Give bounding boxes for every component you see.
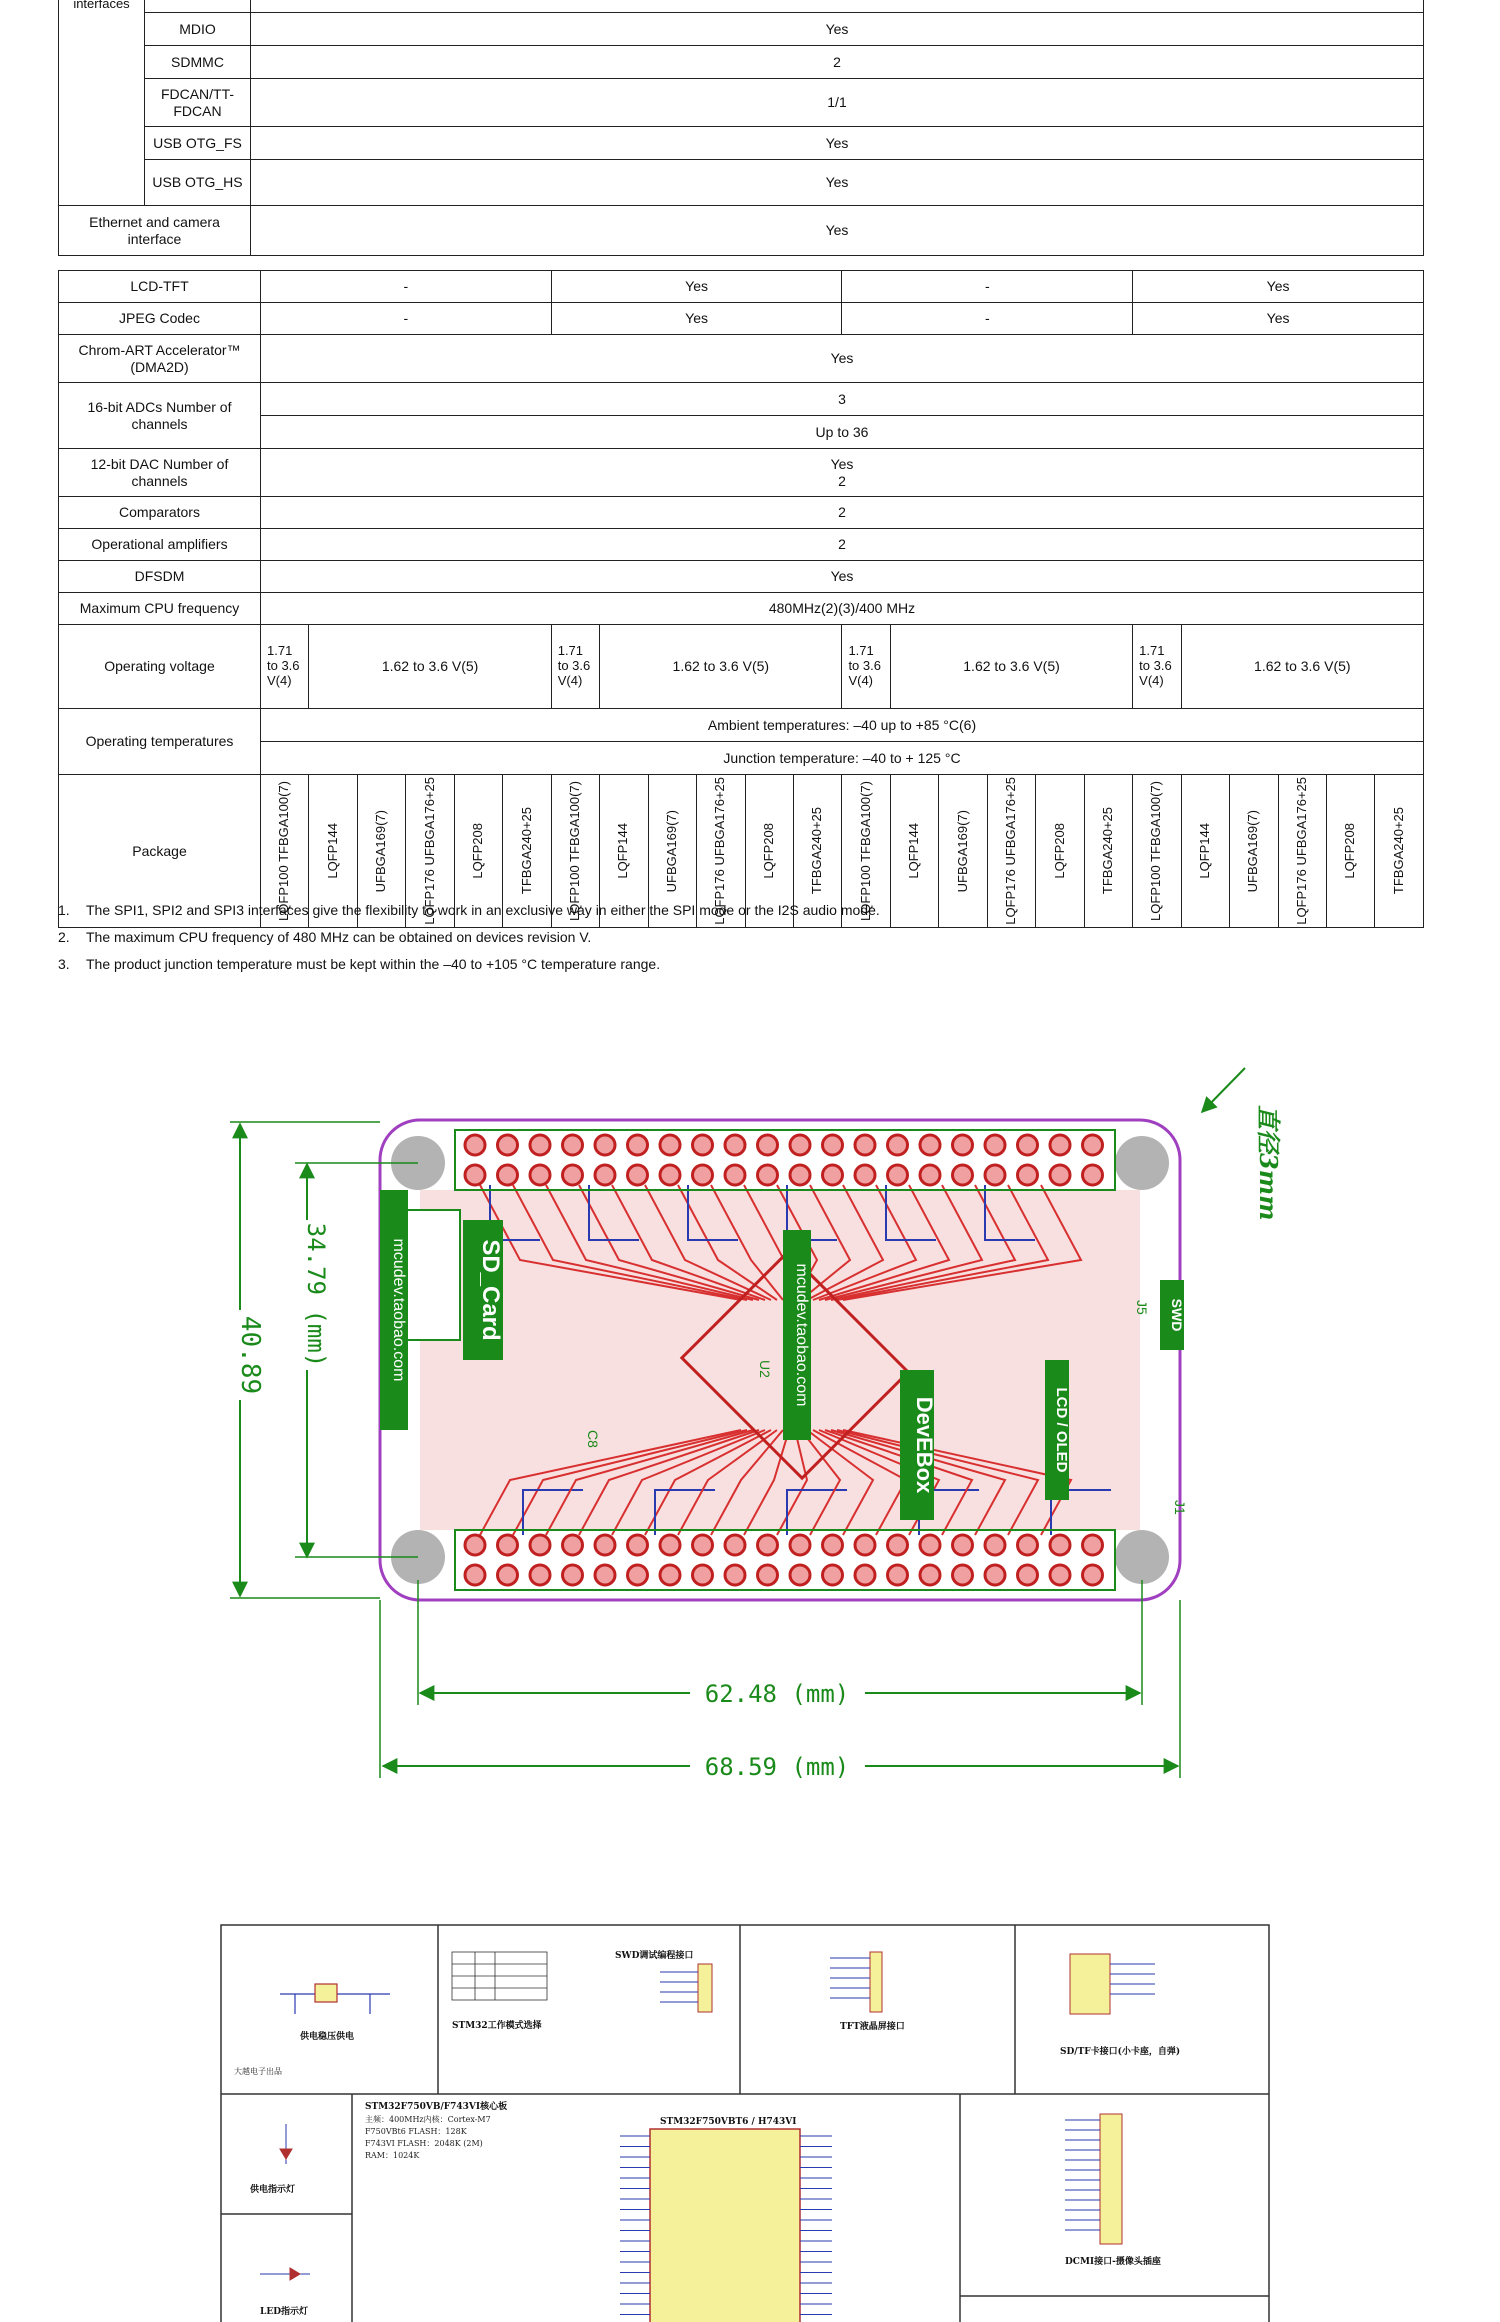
row-label-mdio: MDIO [145, 13, 251, 46]
row-label-opamp: Operational amplifiers [59, 529, 261, 561]
silk-sd-card: SD_Card [477, 1239, 504, 1341]
package-name: TFBGA240+25 [518, 807, 534, 895]
row-value-fdcan: 1/1 [251, 79, 1424, 127]
adc-value-2: Up to 36 [261, 416, 1424, 449]
header-pin [725, 1135, 745, 1155]
header-pin [1050, 1565, 1070, 1585]
header-pin [985, 1535, 1005, 1555]
silk-lcd: LCD / OLED [1053, 1387, 1070, 1473]
core-title: STM32F750VBT6 / H743VI [660, 2117, 797, 2127]
header-pin [563, 1165, 583, 1185]
schematic-sheet [220, 1924, 1270, 2322]
row-value-mdio: Yes [251, 13, 1424, 46]
silk-devebox: DevEBox [912, 1396, 937, 1494]
package-name: UFBGA169(7) [1245, 809, 1261, 893]
pcb-dimension-drawing [220, 1060, 1300, 1820]
header-pin [953, 1165, 973, 1185]
header-pin [725, 1165, 745, 1185]
header-pin [823, 1165, 843, 1185]
chrom-value: Yes [261, 335, 1424, 383]
row-label-comparators: Comparators [59, 497, 261, 529]
row-label-package: Package [59, 775, 261, 928]
row-label-chrom: Chrom-ART Accelerator™ (DMA2D) [59, 335, 261, 383]
power-led-title: 供电指示灯 [250, 2185, 296, 2195]
jpeg-value-4: Yes [1133, 303, 1424, 335]
silk-j1: J1 [1172, 1500, 1188, 1515]
core-info-2: F750VBt6 FLASH：128K [365, 2127, 467, 2136]
header-pin [530, 1535, 550, 1555]
header-pin [823, 1135, 843, 1155]
header-pin [1018, 1165, 1038, 1185]
row-value-sdmmc: 2 [251, 46, 1424, 79]
dim-height-outer-label: 40.89 [235, 1315, 265, 1395]
row-label-ethernet: Ethernet and camera interface [59, 206, 251, 256]
lcd-value-1: - [261, 271, 552, 303]
header-pin [920, 1565, 940, 1585]
header-pin [855, 1165, 875, 1185]
header-pin [953, 1565, 973, 1585]
lcd-value-4: Yes [1133, 271, 1424, 303]
swd-title: SWD调试编程接口 [615, 1951, 694, 1961]
package-name: LQFP176 UFBGA176+25 [1003, 777, 1019, 925]
header-pin [628, 1165, 648, 1185]
header-pin [758, 1535, 778, 1555]
power-title: 供电稳压供电 [300, 2032, 355, 2042]
header-pin [595, 1165, 615, 1185]
mcu-symbol [650, 2129, 800, 2322]
header-pin [660, 1135, 680, 1155]
header-pin [985, 1565, 1005, 1585]
package-name: LQFP176 UFBGA176+25 [1293, 777, 1309, 925]
dim-width-inner-label: 62.48 (mm) [704, 1680, 850, 1708]
header-pin [628, 1535, 648, 1555]
package-name: UFBGA169(7) [373, 809, 389, 893]
core-info-3: F743VI FLASH：2048K (2M) [365, 2139, 483, 2148]
core-info-1: 主频：400MHz内核：Cortex-M7 [365, 2115, 491, 2124]
mounting-hole-br [1115, 1530, 1169, 1584]
core-info-0: STM32F750VB/F743VI核心板 [365, 2102, 508, 2112]
header-pin [985, 1135, 1005, 1155]
dim-height-inner-label: 34.79 (mm) [302, 1222, 330, 1368]
voltage-low-4: 1.71 to 3.6 V(4) [1133, 625, 1181, 709]
header-pin [888, 1135, 908, 1155]
package-name: LQFP176 UFBGA176+25 [421, 777, 437, 925]
header-pin [888, 1565, 908, 1585]
header-pin [660, 1535, 680, 1555]
header-pin [465, 1135, 485, 1155]
sd-title: SD/TF卡接口(小卡座，自弹) [1060, 2047, 1181, 2057]
header-pin [985, 1165, 1005, 1185]
comparators-value: 2 [261, 497, 1424, 529]
header-pin [888, 1165, 908, 1185]
row-label-fdcan: FDCAN/TT-FDCAN [145, 79, 251, 127]
package-name: LQFP144 [906, 823, 922, 879]
header-pin [920, 1535, 940, 1555]
header-pin [953, 1535, 973, 1555]
header-pin [498, 1165, 518, 1185]
header-pin [1083, 1165, 1103, 1185]
core-info-4: RAM：1024K [365, 2151, 420, 2160]
footnote-3: 3. The product junction temperature must be kept within the –40 to +105 °C temperature range. [58, 956, 661, 972]
package-name: LQFP100 TFBGA100(7) [857, 780, 873, 921]
jpeg-value-1: - [261, 303, 552, 335]
header-pin [953, 1135, 973, 1155]
header-pin [498, 1565, 518, 1585]
header-pin [1050, 1535, 1070, 1555]
header-pin [628, 1565, 648, 1585]
header-pin [790, 1135, 810, 1155]
temp-junction: Junction temperature: –40 to + 125 °C [261, 742, 1424, 775]
header-pin [465, 1165, 485, 1185]
silk-c8: C8 [585, 1430, 601, 1448]
package-name: LQFP100 TFBGA100(7) [566, 780, 582, 921]
group-label: interfaces [73, 0, 130, 11]
row-label-adc: 16-bit ADCs Number of channels [59, 383, 261, 449]
voltage-low-2: 1.71 to 3.6 V(4) [551, 625, 599, 709]
header-pin [758, 1165, 778, 1185]
header-pin [888, 1535, 908, 1555]
package-name: LQFP100 TFBGA100(7) [1148, 780, 1164, 921]
header-pin [693, 1535, 713, 1555]
package-name: UFBGA169(7) [954, 809, 970, 893]
header-pin [725, 1535, 745, 1555]
footnotes [58, 902, 1438, 983]
package-name: LQFP144 [615, 823, 631, 879]
voltage-high-4: 1.62 to 3.6 V(5) [1181, 625, 1423, 709]
row-label-cpu: Maximum CPU frequency [59, 593, 261, 625]
header-pin [920, 1135, 940, 1155]
interfaces-table [58, 0, 1424, 256]
silk-u2: U2 [757, 1360, 773, 1378]
silk-swd: SWD [1169, 1298, 1185, 1332]
led-title: LED指示灯 [260, 2307, 308, 2317]
header-pin [1018, 1565, 1038, 1585]
footnote-1-text: The SPI1, SPI2 and SPI3 interfaces give the flexibility to work in an exclusive way in either the SPI mode or the I2S audio mode. [86, 902, 880, 918]
row-label-voltage: Operating voltage [59, 625, 261, 709]
dac-value-2: 2 [838, 472, 846, 489]
row-label-lcd: LCD-TFT [59, 271, 261, 303]
row-label-dac: 12-bit DAC Number of channels [59, 449, 261, 497]
footnote-1: 1. The SPI1, SPI2 and SPI3 interfaces give the flexibility to work in an exclusive way in either the SPI mode or the I2S audio mode. [58, 902, 880, 918]
voltage-high-3: 1.62 to 3.6 V(5) [890, 625, 1132, 709]
header-pin [758, 1565, 778, 1585]
header-pin [1083, 1135, 1103, 1155]
header-pin [790, 1165, 810, 1185]
header-pin [563, 1535, 583, 1555]
package-name: LQFP208 [1342, 823, 1358, 879]
hole-diameter-label: 直径3mm [1254, 1105, 1283, 1221]
header-pin [563, 1135, 583, 1155]
header-pin [1050, 1165, 1070, 1185]
footnote-2: 2. The maximum CPU frequency of 480 MHz can be obtained on devices revision V. [58, 929, 592, 945]
header-pin [790, 1565, 810, 1585]
voltage-low-1: 1.71 to 3.6 V(4) [261, 625, 309, 709]
header-pin [660, 1165, 680, 1185]
header-pin [693, 1565, 713, 1585]
hole-callout-arrow [1202, 1068, 1245, 1112]
package-name: TFBGA240+25 [1099, 807, 1115, 895]
row-label-dfsdm: DFSDM [59, 561, 261, 593]
header-pin [725, 1565, 745, 1585]
package-name: LQFP144 [1196, 823, 1212, 879]
mode-title: STM32工作模式选择 [452, 2021, 542, 2031]
header-pin [855, 1565, 875, 1585]
dim-width-outer-label: 68.59 (mm) [704, 1753, 850, 1781]
silk-j5: J5 [1134, 1300, 1150, 1315]
row-value-ethernet: Yes [251, 206, 1424, 256]
package-name: UFBGA169(7) [663, 809, 679, 893]
package-name: LQFP208 [760, 823, 776, 879]
silk-url-center: mcudev.taobao.com [793, 1263, 810, 1407]
package-name: LQFP144 [324, 823, 340, 879]
row-label-usb-hs: USB OTG_HS [145, 160, 251, 206]
header-pin [693, 1165, 713, 1185]
header-pin [855, 1135, 875, 1155]
header-pin [1050, 1135, 1070, 1155]
mounting-hole-tr [1115, 1136, 1169, 1190]
package-name: LQFP208 [1051, 823, 1067, 879]
header-pin [465, 1565, 485, 1585]
dac-value-1: Yes [830, 456, 854, 473]
header-pin [530, 1165, 550, 1185]
package-name: LQFP100 TFBGA100(7) [276, 780, 292, 921]
header-pin [920, 1165, 940, 1185]
header-pin [1018, 1135, 1038, 1155]
row-label-temp: Operating temperatures [59, 709, 261, 775]
lcd-value-3: - [842, 271, 1133, 303]
power-note: 大越电子出品 [234, 2067, 282, 2076]
row-value-usb-fs: Yes [251, 127, 1424, 160]
header-pin [595, 1535, 615, 1555]
cpu-value: 480MHz(2)(3)/400 MHz [261, 593, 1424, 625]
row-label-jpeg: JPEG Codec [59, 303, 261, 335]
header-pin [693, 1135, 713, 1155]
header-pin [465, 1535, 485, 1555]
header-pin [628, 1135, 648, 1155]
row-label-usb-fs: USB OTG_FS [145, 127, 251, 160]
group-label-cell [59, 0, 145, 206]
footnote-2-text: The maximum CPU frequency of 480 MHz can be obtained on devices revision V. [86, 929, 592, 945]
dcmi-title: DCMI接口-摄像头插座 [1065, 2257, 1161, 2267]
package-name: LQFP208 [470, 823, 486, 879]
header-pin [855, 1535, 875, 1555]
lcd-value-2: Yes [551, 271, 842, 303]
header-pin [530, 1565, 550, 1585]
header-pin [498, 1135, 518, 1155]
adc-value-1: 3 [261, 383, 1424, 416]
header-pin [1083, 1535, 1103, 1555]
package-name: TFBGA240+25 [809, 807, 825, 895]
header-pin [823, 1565, 843, 1585]
voltage-low-3: 1.71 to 3.6 V(4) [842, 625, 890, 709]
dcmi-connector [1100, 2114, 1122, 2244]
package-name: TFBGA240+25 [1390, 807, 1406, 895]
header-pin [758, 1135, 778, 1155]
dfsdm-value: Yes [261, 561, 1424, 593]
header-pin [595, 1565, 615, 1585]
jpeg-value-3: - [842, 303, 1133, 335]
header-pin [498, 1535, 518, 1555]
silk-url-left: mcudev.taobao.com [390, 1238, 407, 1382]
header-pin [595, 1135, 615, 1155]
opamp-value: 2 [261, 529, 1424, 561]
dac-value [261, 449, 1424, 497]
header-pin [563, 1565, 583, 1585]
tft-title: TFT液晶屏接口 [840, 2022, 905, 2032]
temp-ambient: Ambient temperatures: –40 up to +85 °C(6) [261, 709, 1424, 742]
footnote-3-text: The product junction temperature must be kept within the –40 to +105 °C temperature range. [86, 956, 661, 972]
voltage-high-1: 1.62 to 3.6 V(5) [309, 625, 551, 709]
header-pin [790, 1535, 810, 1555]
package-name: LQFP176 UFBGA176+25 [712, 777, 728, 925]
header-pin [1018, 1535, 1038, 1555]
jpeg-value-2: Yes [551, 303, 842, 335]
voltage-high-2: 1.62 to 3.6 V(5) [600, 625, 842, 709]
row-label-sdmmc: SDMMC [145, 46, 251, 79]
header-pin [1083, 1565, 1103, 1585]
header-pin [660, 1565, 680, 1585]
row-value-usb-hs: Yes [251, 160, 1424, 206]
header-pin [823, 1535, 843, 1555]
features-table [58, 270, 1424, 928]
header-pin [530, 1135, 550, 1155]
